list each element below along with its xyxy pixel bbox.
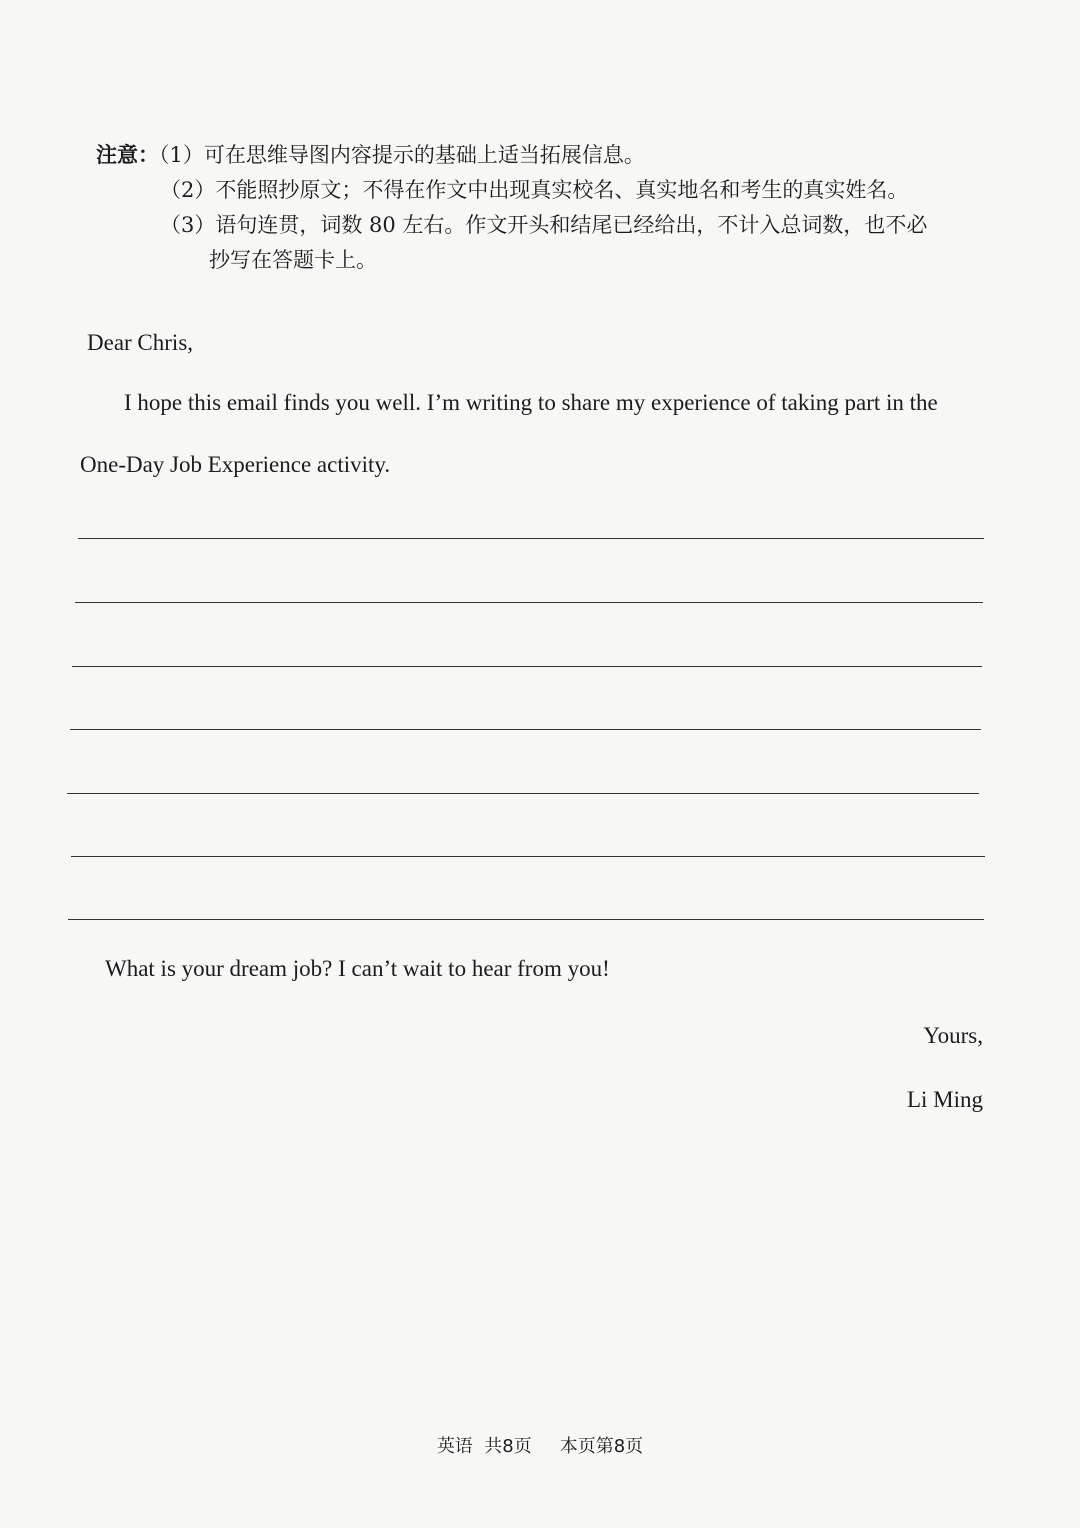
writing-line[interactable] [67,793,979,794]
notes-label: 注意： [96,143,159,167]
note-item-2: （2）不能照抄原文；不得在作文中出现真实校名、真实地名和考生的真实姓名。 [160,178,909,202]
note-item-3: （3）语句连贯，词数 80 左右。作文开头和结尾已经给出，不计入总词数，也不必 [160,213,928,237]
letter-signature: Li Ming [906,1087,983,1112]
letter-opening-line-2: One-Day Job Experience activity. [80,452,391,477]
notes-section [96,138,996,278]
note-item-1-text: （1）可在思维导图内容提示的基础上适当拓展信息。 [159,143,645,167]
writing-line[interactable] [70,729,981,730]
note-item-1 [96,138,996,173]
writing-line[interactable] [75,602,983,603]
writing-line[interactable] [72,666,982,667]
writing-line[interactable] [71,856,985,857]
letter-closing-line: What is your dream job? I can’t wait to hear from you! [105,956,610,981]
letter-opening-line-1: I hope this email finds you well. I’m writing to share my experience of taking part in the [124,390,938,415]
footer-page-number: 本页第8页 [559,1436,644,1457]
letter-signoff: Yours, [923,1023,983,1048]
letter-salutation: Dear Chris, [87,330,194,355]
writing-line[interactable] [68,919,984,920]
footer-subject-pages: 英语 共8页 [436,1436,532,1457]
note-item-3-continued: 抄写在答题卡上。 [209,248,377,272]
page-footer [0,1432,1080,1458]
writing-line[interactable] [78,538,984,539]
